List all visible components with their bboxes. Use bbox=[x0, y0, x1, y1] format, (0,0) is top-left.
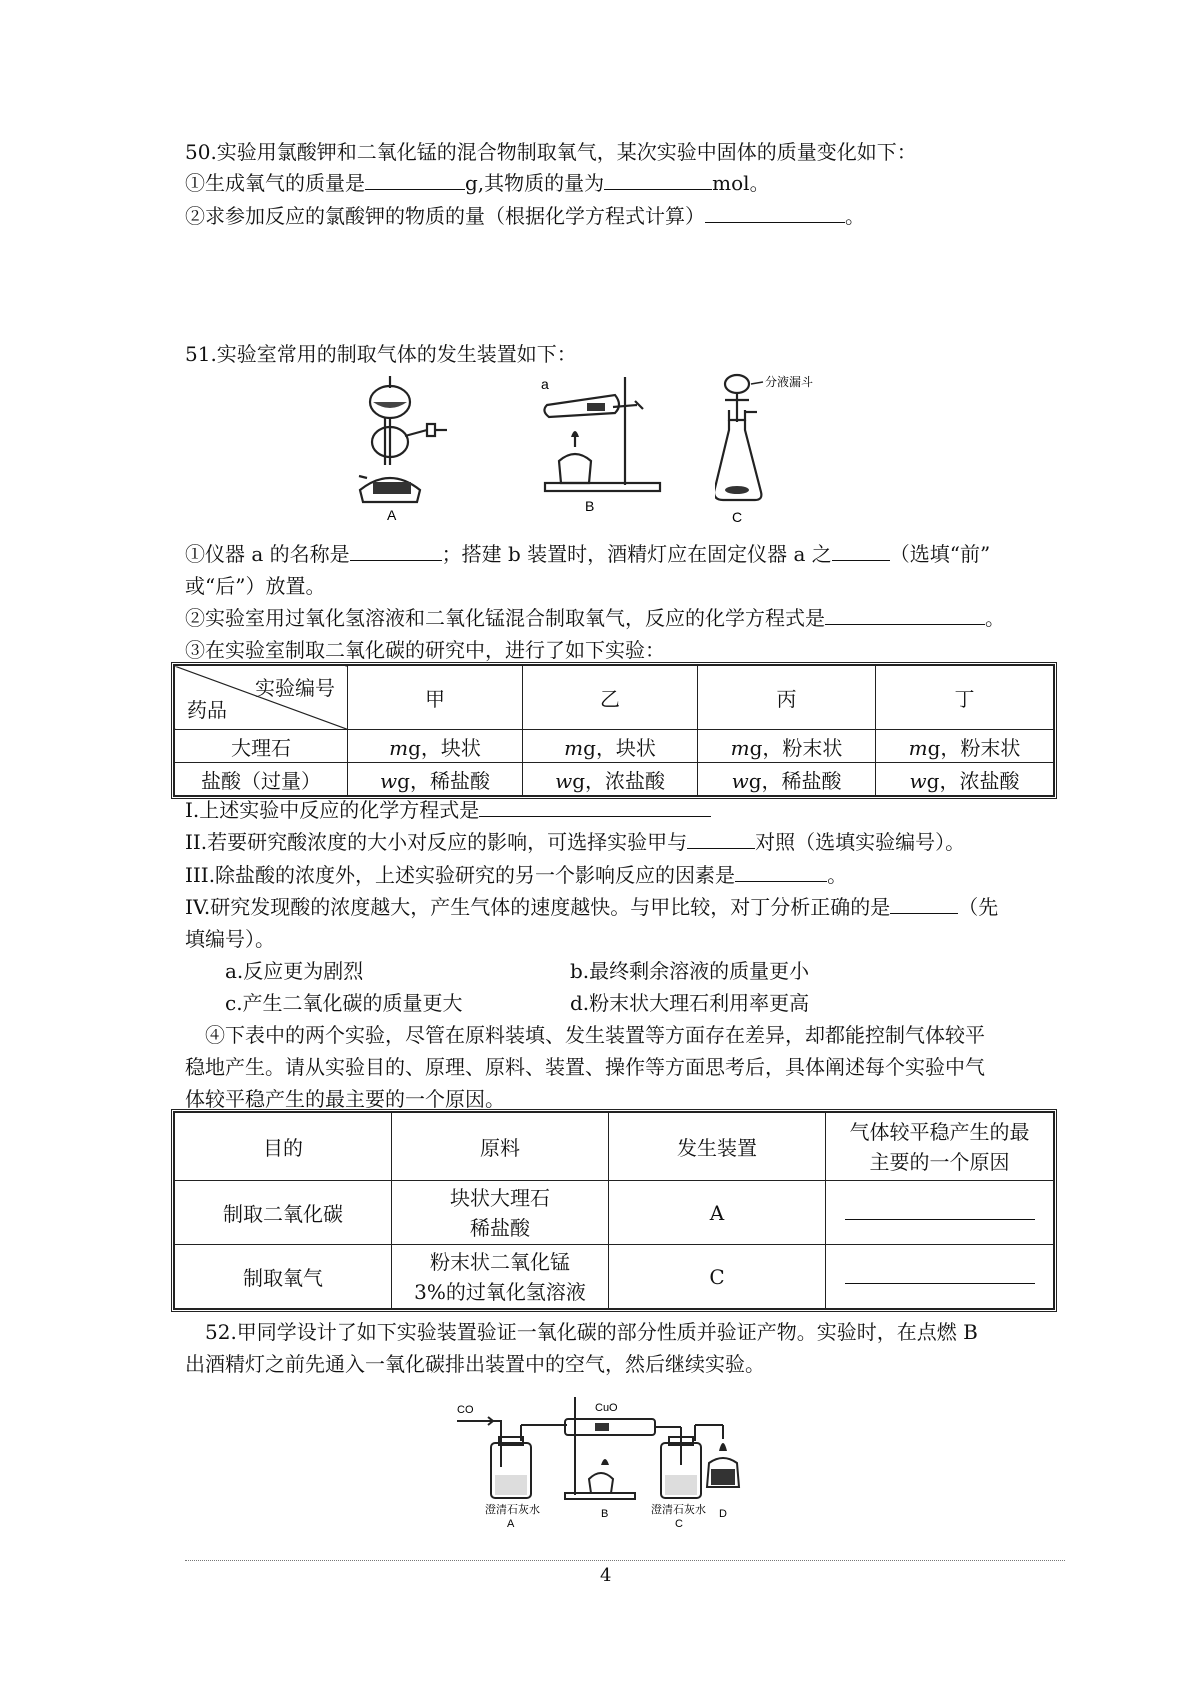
table-cell: 块状大理石 稀盐酸 bbox=[392, 1181, 609, 1245]
fig-label-a: A bbox=[507, 1518, 515, 1530]
table-cell: mg，块状 bbox=[348, 730, 523, 763]
answer-blank[interactable] bbox=[735, 863, 827, 882]
q51-iii: III.除盐酸的浓度外，上述实验研究的另一个影响反应的因素是 。 bbox=[185, 863, 848, 887]
col-header: 目的 bbox=[175, 1113, 392, 1181]
col-header: 丁 bbox=[876, 666, 1054, 730]
table-cell: C bbox=[609, 1245, 826, 1309]
answer-blank[interactable] bbox=[705, 204, 845, 223]
table-cell: mg，粉末状 bbox=[698, 730, 876, 763]
table-cell: wg，浓盐酸 bbox=[523, 763, 698, 796]
q50-part2: ②求参加反应的氯酸钾的物质的量（根据化学方程式计算） 。 bbox=[185, 204, 865, 228]
fig-label-a: A bbox=[387, 507, 397, 523]
table-row bbox=[175, 763, 1054, 796]
q51-sub3: ③在实验室制取二氧化碳的研究中，进行了如下实验： bbox=[185, 638, 665, 662]
corner-header-experiment: 实验编号 bbox=[255, 676, 335, 700]
table-corner-cell bbox=[175, 666, 348, 730]
table-cell: wg，浓盐酸 bbox=[876, 763, 1054, 796]
q50-stem: 50.实验用氯酸钾和二氧化锰的混合物制取氧气，某次实验中固体的质量变化如下： bbox=[185, 140, 917, 164]
option-d: d.粉末状大理石利用率更高 bbox=[570, 991, 810, 1015]
q51-sub1-cont: 或“后”）放置。 bbox=[185, 574, 326, 598]
table-cell: wg，稀盐酸 bbox=[698, 763, 876, 796]
gas-generation-table bbox=[174, 1112, 1054, 1309]
table-cell: 制取氧气 bbox=[175, 1245, 392, 1309]
option-c: c.产生二氧化碳的质量更大 bbox=[225, 991, 463, 1015]
co-reduction-apparatus-figure bbox=[455, 1395, 775, 1530]
fig-label-b: B bbox=[601, 1508, 609, 1520]
col-header-reason: 气体较平稳产生的最 主要的一个原因 bbox=[826, 1113, 1054, 1181]
fig-label-small-a: a bbox=[541, 376, 549, 392]
q51-iv: IV.研究发现酸的浓度越大，产生气体的速度越快。与甲比较，对丁分析正确的是 （先 bbox=[185, 895, 999, 919]
table-row bbox=[175, 1181, 1054, 1245]
answer-blank[interactable] bbox=[604, 171, 712, 190]
fig-label-b: B bbox=[585, 498, 595, 514]
table-cell: 粉末状二氧化锰 3%的过氧化氢溶液 bbox=[392, 1245, 609, 1309]
q51-ii: II.若要研究酸浓度的大小对反应的影响，可选择实验甲与 对照（选填实验编号）。 bbox=[185, 830, 966, 854]
answer-blank[interactable] bbox=[845, 1201, 1035, 1220]
limewater-label-a: 澄清石灰水 bbox=[485, 1504, 540, 1516]
test-tube-heating-figure bbox=[525, 375, 675, 515]
col-header: 甲 bbox=[348, 666, 523, 730]
fig-label-c: C bbox=[732, 509, 743, 525]
col-header: 乙 bbox=[523, 666, 698, 730]
col-header: 原料 bbox=[392, 1113, 609, 1181]
row-label: 盐酸（过量） bbox=[175, 763, 348, 796]
footer-divider bbox=[185, 1560, 1065, 1561]
q51-iv-cont: 填编号）。 bbox=[185, 927, 275, 951]
co2-experiment-table bbox=[174, 665, 1054, 796]
q51-stem: 51.实验室常用的制取气体的发生装置如下： bbox=[185, 342, 577, 366]
co-label: CO bbox=[457, 1404, 474, 1416]
table-cell: 制取二氧化碳 bbox=[175, 1181, 392, 1245]
answer-blank[interactable] bbox=[832, 542, 890, 561]
page-number: 4 bbox=[600, 1565, 612, 1586]
answer-blank[interactable] bbox=[845, 1265, 1035, 1284]
answer-blank[interactable] bbox=[479, 798, 711, 817]
q50-part1: ①生成氧气的质量是 g,其物质的量为 mol。 bbox=[185, 171, 770, 195]
table-row bbox=[175, 730, 1054, 763]
table-row bbox=[175, 1245, 1054, 1309]
fig-label-d: D bbox=[719, 1508, 727, 1520]
option-b: b.最终剩余溶液的质量更小 bbox=[570, 959, 810, 983]
cuo-label: CuO bbox=[595, 1402, 618, 1414]
answer-blank[interactable] bbox=[365, 171, 465, 190]
q51-sub4-line2: 稳地产生。请从实验目的、原理、原料、装置、操作等方面思考后，具体阐述每个实验中气 bbox=[185, 1055, 985, 1079]
q51-sub1: ①仪器 a 的名称是 ；搭建 b 装置时，酒精灯应在固定仪器 a 之 （选填“前” bbox=[185, 542, 991, 566]
answer-blank[interactable] bbox=[687, 830, 755, 849]
option-a: a.反应更为剧烈 bbox=[225, 959, 364, 983]
kipp-apparatus-figure bbox=[355, 370, 465, 525]
q51-sub4-line1: ④下表中的两个实验，尽管在原料装填、发生装置等方面存在差异，却都能控制气体较平 bbox=[205, 1023, 985, 1047]
fig-label-c: C bbox=[675, 1518, 683, 1530]
q52-line1: 52.甲同学设计了如下实验装置验证一氧化碳的部分性质并验证产物。实验时，在点燃 B bbox=[205, 1320, 978, 1344]
table-cell: A bbox=[609, 1181, 826, 1245]
corner-header-reagent: 药品 bbox=[187, 698, 227, 722]
answer-blank[interactable] bbox=[890, 895, 958, 914]
q51-i: I.上述实验中反应的化学方程式是 bbox=[185, 796, 711, 824]
row-label: 大理石 bbox=[175, 730, 348, 763]
q51-sub2: ②实验室用过氧化氢溶液和二氧化锰混合制取氧气，反应的化学方程式是 。 bbox=[185, 606, 1005, 630]
answer-cell[interactable] bbox=[826, 1245, 1054, 1309]
table-cell: mg，粉末状 bbox=[876, 730, 1054, 763]
flask-with-funnel-figure bbox=[715, 372, 855, 527]
col-header: 发生装置 bbox=[609, 1113, 826, 1181]
table-cell: mg，块状 bbox=[523, 730, 698, 763]
q52-line2: 出酒精灯之前先通入一氧化碳排出装置中的空气，然后继续实验。 bbox=[185, 1352, 765, 1376]
answer-blank[interactable] bbox=[825, 606, 985, 625]
answer-cell[interactable] bbox=[826, 1181, 1054, 1245]
separatory-funnel-label: 分液漏斗 bbox=[765, 375, 814, 389]
table-cell: wg，稀盐酸 bbox=[348, 763, 523, 796]
col-header: 丙 bbox=[698, 666, 876, 730]
answer-blank[interactable] bbox=[350, 542, 442, 561]
limewater-label-c: 澄清石灰水 bbox=[651, 1504, 706, 1516]
q51-sub4-line3: 体较平稳产生的最主要的一个原因。 bbox=[185, 1087, 505, 1111]
